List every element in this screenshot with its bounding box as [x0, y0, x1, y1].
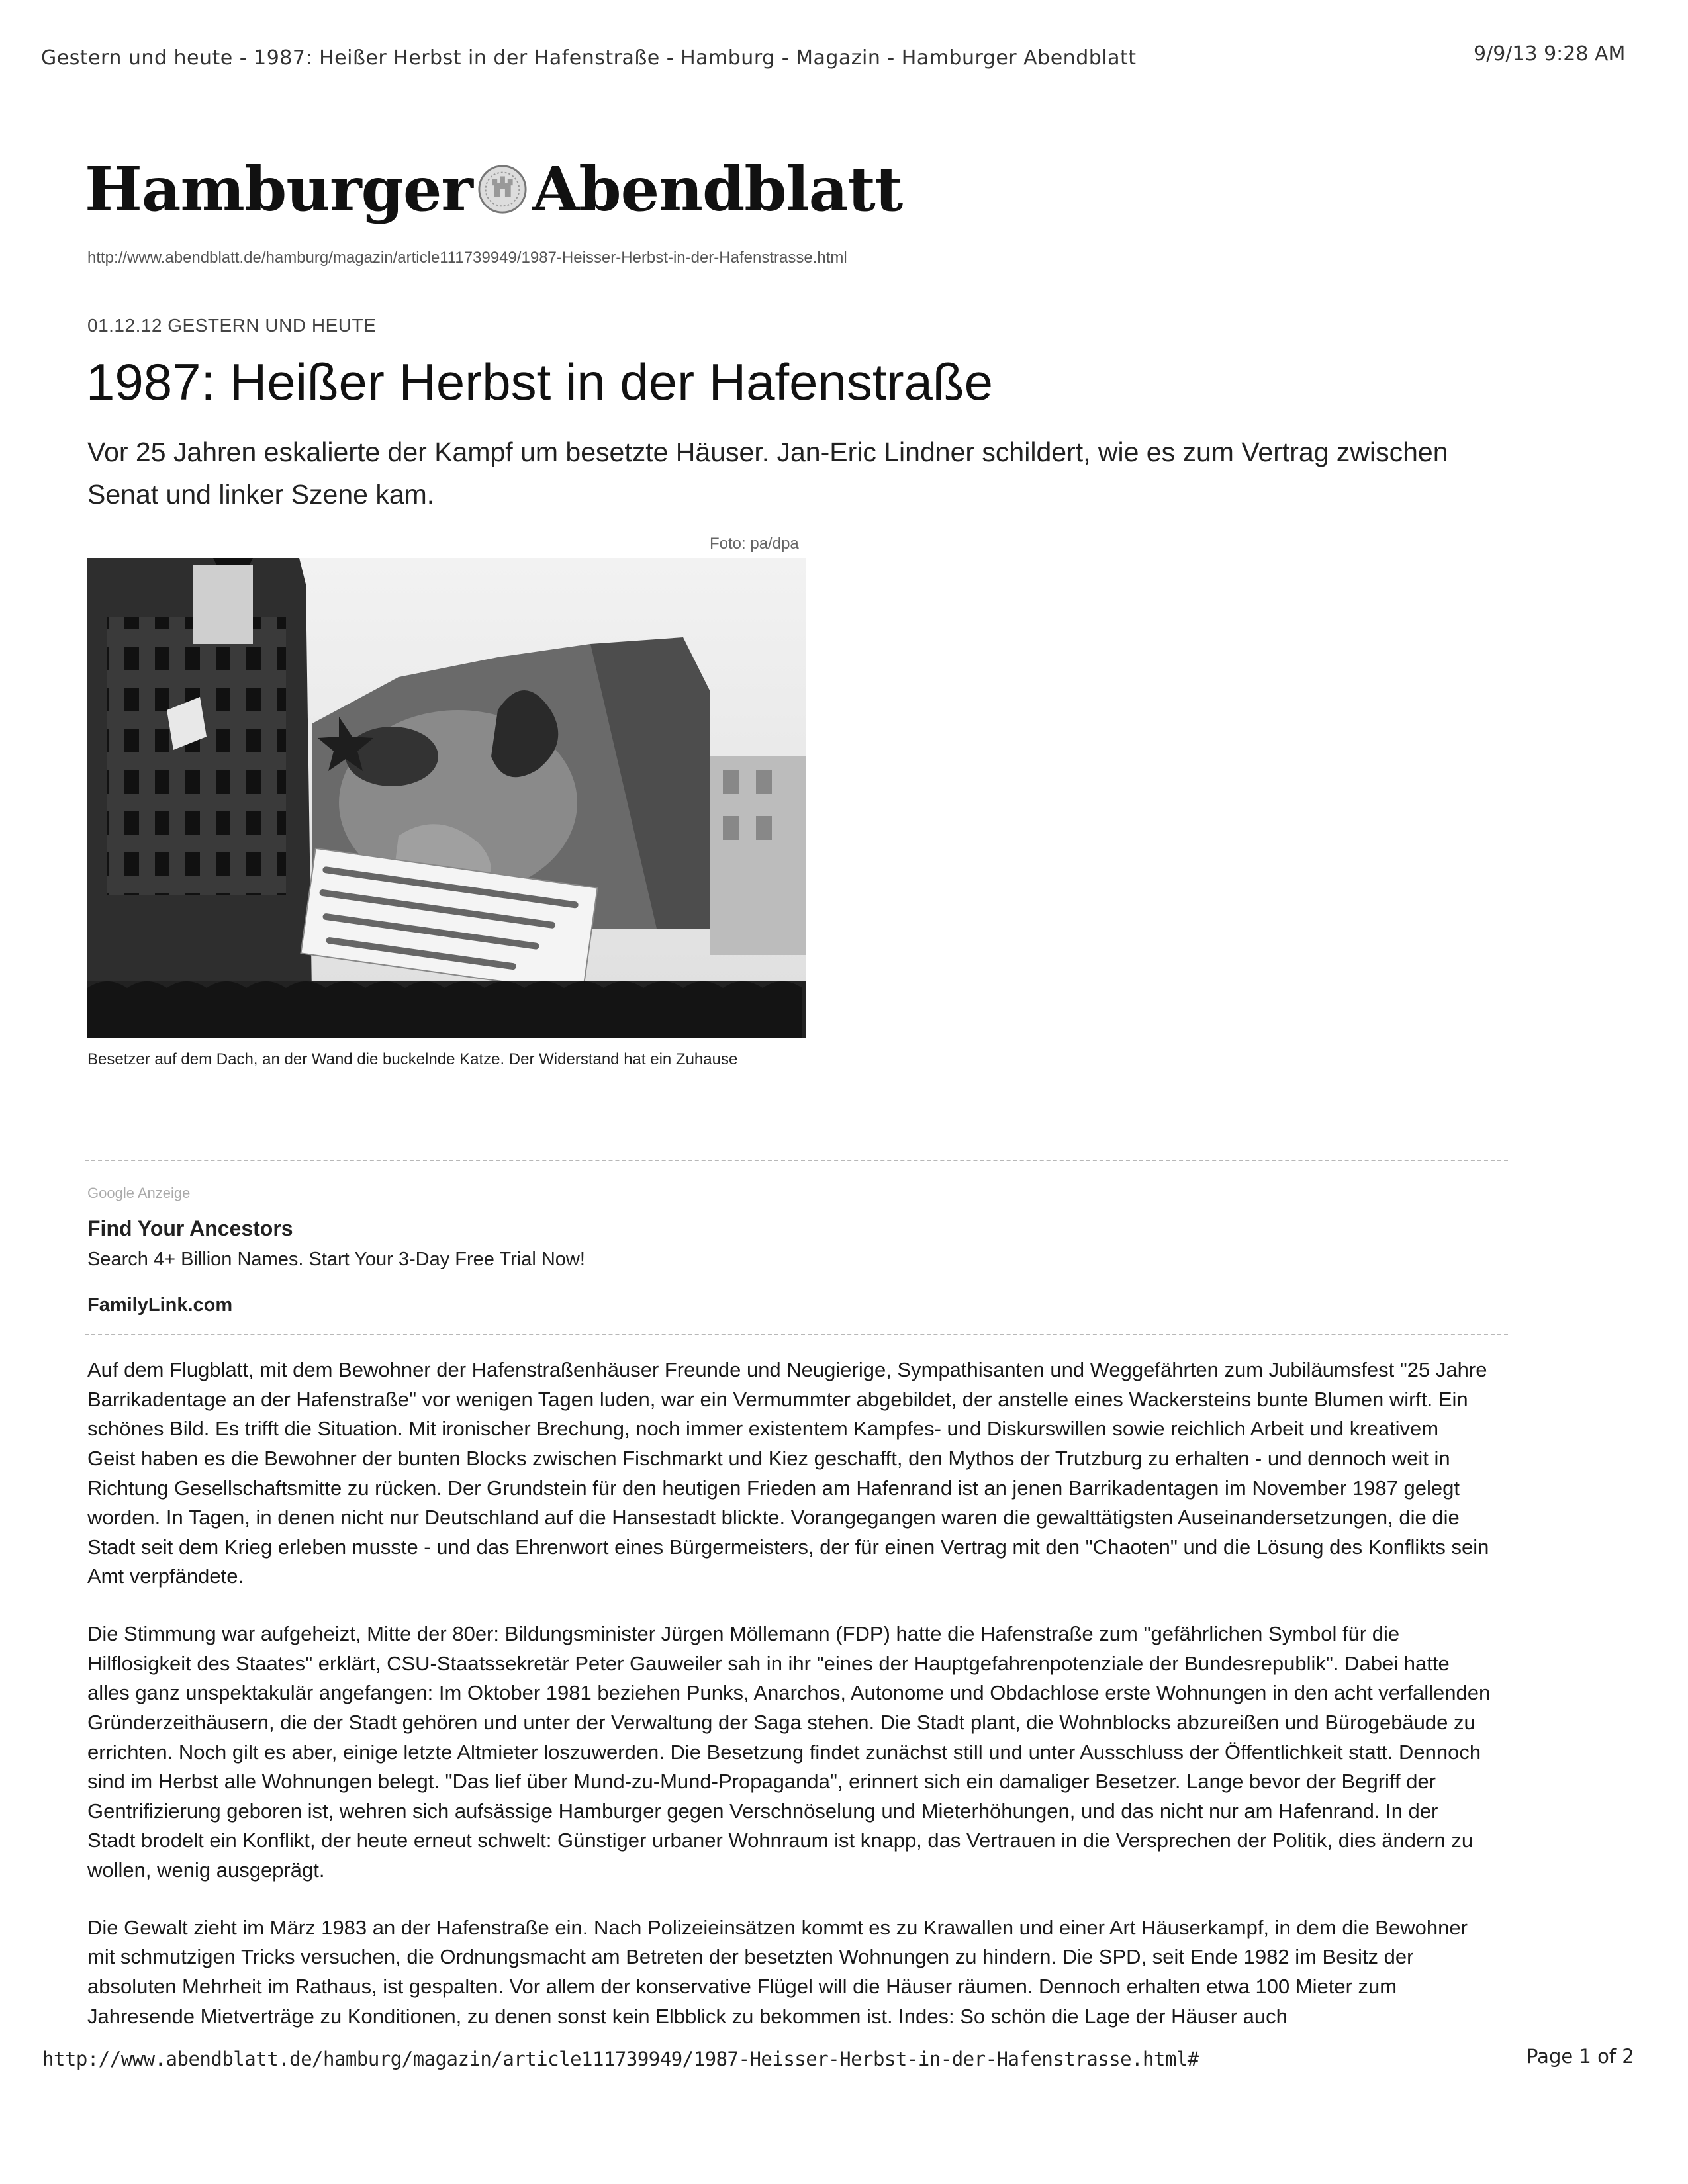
print-footer-url: http://www.abendblatt.de/hamburg/magazin/article111739949/1987-Heisser-Herbst-in-der-Hafenstrasse.html#	[42, 2048, 1199, 2070]
print-header-datetime: 9/9/13 9:28 AM	[1474, 42, 1626, 66]
article-photo[interactable]	[87, 558, 806, 1038]
masthead-right: Abendblatt	[532, 154, 903, 225]
source-url[interactable]: http://www.abendblatt.de/hamburg/magazin/article111739949/1987-Heisser-Herbst-in-der-Hafenstrasse.html	[87, 249, 847, 267]
ad-title-link[interactable]: Find Your Ancestors	[87, 1216, 293, 1240]
ad-description: Search 4+ Billion Names. Start Your 3-Day Free Trial Now!	[87, 1249, 585, 1270]
ad-divider-top	[85, 1160, 1508, 1161]
article-headline: 1987: Heißer Herbst in der Hafenstraße	[86, 353, 993, 411]
article-paragraph: Die Stimmung war aufgeheizt, Mitte der 80er: Bildungsminister Jürgen Möllemann (FDP) hatte die Hafenstraße zum "gefährlichen Symbol für die Hilflosigkeit des Staates" erklärt, CSU-Staatssekretär Peter Gauweiler sah in ihr "eines der Hauptgefahrenpotenziale der Bundesrepublik". Dabei hatte alles ganz unspektakulär angefangen: Im Oktober 1981 beziehen Punks, Anarchos, Autonome und Obdachlose erste Wohnungen in den acht verfallenden Gründerzeithäusern, die der Stadt gehören und unter der Verwaltung der Saga stehen. Die Stadt plant, die Wohnblocks abzureißen und Bürogebäude zu errichten. Noch gilt es aber, einige letzte Altmieter loszuwerden. Die Besetzung findet zunächst still und unter Ausschluss der Öffentlichkeit statt. Dennoch sind im Herbst alle Wohnungen belegt. "Das lief über Mund-zu-Mund-Propaganda", erinnert sich ein damaliger Besetzer. Lange bevor der Begriff der Gentrifizierung geboren ist, wehren sich aufsässige Hamburger gegen Verschnöselung und Mieterhöhungen, und das nicht nur am Hafenrand. In der Stadt brodelt ein Konflikt, der heute erneut schwelt: Günstiger urbaner Wohnraum ist knapp, das Vertrauen in die Versprechen der Politik, dies ändern zu wollen, wenig ausgeprägt.	[87, 1622, 1491, 1882]
article-paragraph: Die Gewalt zieht im März 1983 an der Hafenstraße ein. Nach Polizeieinsätzen kommt es zu Krawallen und einer Art Häuserkampf, in dem die Bewohner mit schmutzigen Tricks versuchen, die Ordnungsmacht am Betreten der besetzten Wohnungen zu hindern. Die SPD, seit Ende 1982 im Besitz der absoluten Mehrheit im Rathaus, ist gespalten. Vor allem der konservative Flügel will die Häuser räumen. Dennoch erhalten etwa 100 Mieter zum Jahresende Mietverträge zu Konditionen, zu denen sonst kein Elbblick zu bekommen ist. Indes: So schön die Lage der Häuser auch	[87, 1915, 1468, 2028]
article-paragraph: Auf dem Flugblatt, mit dem Bewohner der Hafenstraßenhäuser Freunde und Neugierige, Sympathisanten und Weggefährten zum Jubiläumsfest "25 Jahre Barrikadentage an der Hafenstraße" vor wenigen Tagen luden, war ein Vermummter abgebildet, der anstelle eines Wackersteins bunte Blumen wirft. Ein schönes Bild. Es trifft die Situation. Mit ironischer Brechung, noch immer existentem Kampfes- und Diskurswillen sowie reichlich Arbeit und kreativem Geist haben es die Bewohner der bunten Blocks zwischen Fischmarkt und Kiez geschafft, den Mythos der Trutzburg zu erhalten - und dennoch weit in Richtung Gesellschaftsmitte zu rücken. Der Grundstein für den heutigen Frieden am Hafenrand ist an jenen Barrikadentagen im November 1987 gelegt worden. In Tagen, in denen nicht nur Deutschland auf die Hansestadt blickte. Vorangegangen waren die gewalttätigsten Auseinandersetzungen, die die Stadt seit dem Krieg erleben musste - und das Ehrenwort eines Bürgermeisters, der für einen Vertrag mit den "Chaoten" und die Lösung des Konflikts sein Amt verpfändete.	[87, 1358, 1489, 1588]
print-footer-page-number: Page 1 of 2	[1526, 2045, 1634, 2068]
photo-caption: Besetzer auf dem Dach, an der Wand die buckelnde Katze. Der Widerstand hat ein Zuhause	[87, 1050, 738, 1068]
city-seal-icon	[477, 163, 528, 215]
photo-credit: Foto: pa/dpa	[710, 535, 799, 553]
ad-divider-bottom	[85, 1334, 1508, 1335]
masthead-left: Hamburger	[85, 154, 473, 225]
article-kicker: 01.12.12 GESTERN UND HEUTE	[87, 315, 377, 336]
article-body	[87, 1355, 1491, 2059]
ad-display-url[interactable]: FamilyLink.com	[87, 1295, 233, 1316]
article-teaser: Vor 25 Jahren eskalierte der Kampf um besetzte Häuser. Jan-Eric Lindner schildert, wie es zum Vertrag zwischen Senat und linker Szene kam.	[87, 437, 1448, 510]
masthead-logo[interactable]	[85, 154, 902, 225]
print-header-title: Gestern und heute - 1987: Heißer Herbst in der Hafenstraße - Hamburg - Magazin - Hamburger Abendblatt	[41, 46, 1137, 69]
ad-label: Google Anzeige	[87, 1185, 191, 1201]
